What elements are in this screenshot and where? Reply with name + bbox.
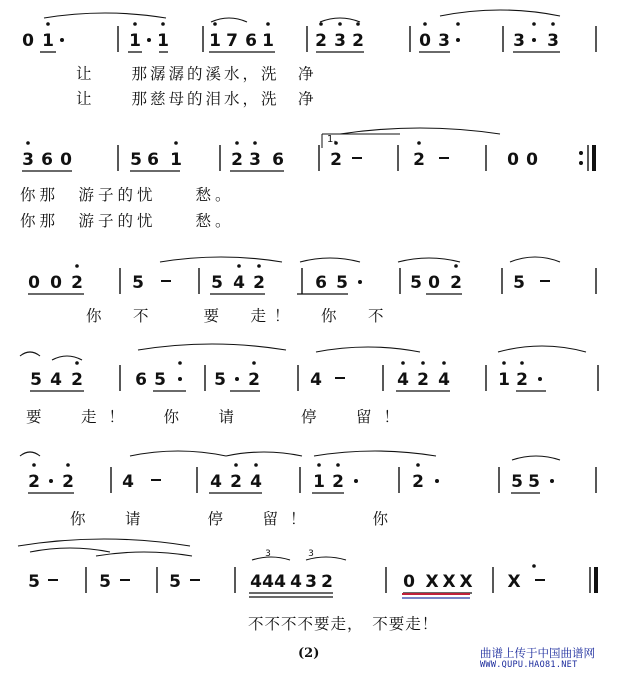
octave-dot — [338, 22, 342, 26]
slur — [20, 352, 40, 356]
credit-line-1: 曲谱上传于中国曲谱网 — [480, 646, 595, 660]
slur — [512, 456, 560, 460]
note-2: 2 — [231, 150, 243, 170]
slur — [96, 552, 192, 556]
octave-dot — [520, 361, 524, 365]
augmentation-dot — [358, 280, 362, 284]
note-2: 2 — [321, 572, 333, 592]
lyric-line-3: 你 不 要 走！ 你 不 — [86, 307, 392, 325]
note-1: 1 — [129, 31, 141, 51]
note-1: 1 — [209, 31, 221, 51]
slur — [44, 13, 166, 18]
note-2: 2 — [71, 370, 83, 390]
note-3: 3 — [513, 31, 525, 51]
note-2: 2 — [450, 273, 462, 293]
octave-dot — [401, 361, 405, 365]
note-5: 5 — [28, 572, 40, 592]
note-4: 4 — [210, 472, 222, 492]
lyric-line-2b: 你那 游子的忧 愁。 — [20, 212, 235, 230]
note-6: 6 — [245, 31, 257, 51]
triplet-mark: 3 — [265, 549, 271, 559]
octave-dot — [266, 22, 270, 26]
octave-dot — [257, 264, 261, 268]
note-3: 3 — [22, 150, 34, 170]
note-4: 4 — [250, 472, 262, 492]
note-2: 2 — [230, 472, 242, 492]
slur — [138, 344, 286, 350]
octave-dot — [252, 361, 256, 365]
note-5: 5 — [130, 150, 142, 170]
note-2: 2 — [332, 472, 344, 492]
slur — [226, 452, 302, 456]
slur — [211, 18, 247, 22]
augmentation-dot — [235, 377, 239, 381]
octave-dot — [26, 141, 30, 145]
slur — [52, 356, 82, 360]
page-number: (2) — [298, 646, 320, 661]
note-1: 1 — [157, 31, 169, 51]
augmentation-dot — [532, 38, 536, 42]
octave-dot — [46, 22, 50, 26]
augmentation-dot — [538, 377, 542, 381]
lyric-line-5: 你 请 停 留！ 你 — [70, 510, 401, 528]
note-1: 1 — [170, 150, 182, 170]
octave-dot — [133, 22, 137, 26]
octave-dot — [174, 141, 178, 145]
note-1: 1 — [313, 472, 325, 492]
slur — [300, 258, 360, 262]
note-4: 4 — [262, 572, 274, 592]
octave-dot — [532, 22, 536, 26]
clap-note: X — [425, 572, 439, 592]
augmentation-dot — [60, 38, 64, 42]
note-2: 2 — [412, 472, 424, 492]
note-5: 5 — [154, 370, 166, 390]
note-6: 6 — [41, 150, 53, 170]
octave-dot — [417, 141, 421, 145]
octave-dot — [178, 361, 182, 365]
lyric-line-4: 要 走！ 你 请 停 留！ — [26, 408, 412, 426]
octave-dot — [254, 463, 258, 467]
slur — [160, 257, 282, 262]
lyric-line-2a: 你那 游子的忧 愁。 — [20, 186, 235, 204]
note-0: 0 — [526, 150, 538, 170]
note-0: 0 — [60, 150, 72, 170]
repeat-barline-thick — [592, 145, 596, 171]
slur — [498, 346, 586, 352]
note-6: 6 — [272, 150, 284, 170]
slur — [340, 128, 500, 134]
note-4: 4 — [438, 370, 450, 390]
lyric-line-6: 不不不不要走， 不要走！ — [248, 615, 439, 633]
note-5: 5 — [528, 472, 540, 492]
note-5: 5 — [410, 273, 422, 293]
note-3: 3 — [249, 150, 261, 170]
octave-dot — [75, 264, 79, 268]
clap-note: X — [459, 572, 473, 592]
note-2: 2 — [330, 150, 342, 170]
octave-dot — [551, 22, 555, 26]
note-5: 5 — [513, 273, 525, 293]
note-5: 5 — [99, 572, 111, 592]
note-2: 2 — [352, 31, 364, 51]
octave-dot — [442, 361, 446, 365]
octave-dot — [532, 564, 536, 568]
note-5: 5 — [169, 572, 181, 592]
octave-dot — [454, 264, 458, 268]
note-0: 0 — [403, 572, 415, 592]
note-4: 4 — [50, 370, 62, 390]
note-2: 2 — [28, 472, 40, 492]
repeat-dot — [579, 161, 583, 165]
octave-dot — [319, 22, 323, 26]
augmentation-dot — [550, 479, 554, 483]
slur — [20, 452, 40, 456]
note-5: 5 — [132, 273, 144, 293]
note-2: 2 — [413, 150, 425, 170]
octave-dot — [336, 463, 340, 467]
lyric-line-1b: 让 那慈母的泪水，洗 净 — [76, 90, 317, 108]
octave-dot — [356, 22, 360, 26]
note-1: 1 — [498, 370, 510, 390]
site-credit — [480, 646, 617, 671]
note-6: 6 — [135, 370, 147, 390]
note-2: 2 — [417, 370, 429, 390]
note-0: 0 — [28, 273, 40, 293]
note-3: 3 — [438, 31, 450, 51]
note-4: 4 — [250, 572, 262, 592]
volta-label: 1. — [327, 134, 337, 145]
octave-dot — [75, 361, 79, 365]
slur — [316, 347, 420, 352]
note-6: 6 — [315, 273, 327, 293]
note-3: 3 — [305, 572, 317, 592]
note-4: 4 — [274, 572, 286, 592]
triplet-mark: 3 — [308, 549, 314, 559]
note-2: 2 — [253, 273, 265, 293]
octave-dot — [317, 463, 321, 467]
augmentation-dot — [49, 479, 53, 483]
lyric-line-1a: 让 那潺潺的溪水，洗 净 — [76, 65, 317, 83]
octave-dot — [416, 463, 420, 467]
note-0: 0 — [419, 31, 431, 51]
slur — [398, 258, 460, 262]
octave-dot — [213, 22, 217, 26]
octave-dot — [502, 361, 506, 365]
credit-line-2: WWW.QUPU.HAO81.NET — [480, 660, 578, 670]
octave-dot — [237, 264, 241, 268]
slur — [130, 451, 226, 456]
slur — [510, 257, 560, 262]
note-2: 2 — [71, 273, 83, 293]
note-0: 0 — [50, 273, 62, 293]
note-2: 2 — [516, 370, 528, 390]
augmentation-dot — [354, 479, 358, 483]
augmentation-dot — [178, 377, 182, 381]
augmentation-dot — [456, 38, 460, 42]
slur — [30, 548, 110, 552]
augmentation-dot — [435, 479, 439, 483]
octave-dot — [66, 463, 70, 467]
clap-note: X — [507, 572, 521, 592]
note-5: 5 — [336, 273, 348, 293]
augmentation-dot — [147, 38, 151, 42]
slur — [314, 451, 436, 456]
octave-dot — [421, 361, 425, 365]
note-2: 2 — [62, 472, 74, 492]
octave-dot — [423, 22, 427, 26]
slur — [252, 557, 290, 560]
octave-dot — [234, 463, 238, 467]
note-6: 6 — [147, 150, 159, 170]
clap-note: X — [442, 572, 456, 592]
octave-dot — [253, 141, 257, 145]
note-1: 1 — [42, 31, 54, 51]
note-3: 3 — [547, 31, 559, 51]
repeat-dot — [579, 151, 583, 155]
slur — [18, 539, 190, 546]
note-1: 1 — [262, 31, 274, 51]
note-7: 7 — [226, 31, 238, 51]
slur — [320, 18, 360, 22]
note-5: 5 — [214, 370, 226, 390]
note-0: 0 — [428, 273, 440, 293]
note-4: 4 — [290, 572, 302, 592]
note-2: 2 — [315, 31, 327, 51]
octave-dot — [32, 463, 36, 467]
octave-dot — [161, 22, 165, 26]
note-4: 4 — [397, 370, 409, 390]
note-0: 0 — [22, 31, 34, 51]
octave-dot — [456, 22, 460, 26]
note-5: 5 — [30, 370, 42, 390]
note-4: 4 — [233, 273, 245, 293]
note-3: 3 — [334, 31, 346, 51]
note-0: 0 — [507, 150, 519, 170]
note-4: 4 — [122, 472, 134, 492]
slur — [440, 10, 560, 16]
note-4: 4 — [310, 370, 322, 390]
final-barline-thick — [594, 567, 598, 593]
note-5: 5 — [211, 273, 223, 293]
note-2: 2 — [248, 370, 260, 390]
octave-dot — [235, 141, 239, 145]
note-5: 5 — [511, 472, 523, 492]
